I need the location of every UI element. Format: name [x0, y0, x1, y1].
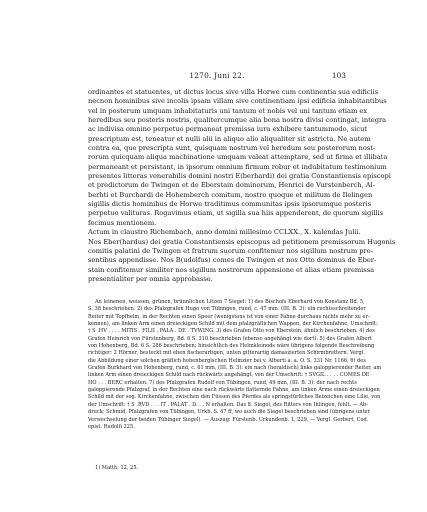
- charter-text: [88, 88, 396, 284]
- note-line: Verwechselung der beiden Tübinger Siegel). — Auszug: Fürstenb. Urkundenb. 1, 229. — Vergl. Gerbert, Cod.: [88, 416, 369, 423]
- note-line: Grafen Burkhard von Hohenberg, rund, c. 61 mm, (III. B. 3): ein nach (heraldisch) links galoppierender Reiter, am: [88, 365, 382, 372]
- charter-line: Actum in claustro Richembach, anno domini millesimo CCLXX., X. kalendas Julii.: [88, 228, 361, 237]
- charter-line: fecimus mentionem.: [88, 218, 157, 227]
- charter-line: heredibus seu posteris nostris, qualitercumque alia bona nostra divisi contingat, integra: [88, 116, 387, 125]
- note-line: epist. Rudolfi 225.: [88, 423, 135, 430]
- note-line: An leinenen, weissen, grünen, brünnlichen Litzen 7 Siegel: 1) des Bischofs Eberhard von Konstanz Bd. 5,: [95, 299, 365, 305]
- charter-line: sentibus appendisse. Nos B(udolfus) comes de Twingen et nos Otto dominus de Eber-: [88, 256, 377, 265]
- note-line: richtiger: 2 Hörner, besteckt mit eben fischerartigen, unten gitterartig damaszierten Schirmbrettern. Vergl.: [88, 350, 365, 357]
- charter-line: rorum quicquam aliqua machinatione umquam valeat attemptare, sed ut firma et illibata: [88, 153, 388, 162]
- charter-line: ac indivisa omnino perpetuo permaneat premissa iura exhibere tantummodo, sicut: [88, 125, 368, 134]
- note-line: galoppierende Pfalzgraf, in der Rechten eine nach rückwärts flatternde Fahne, am linken Arme einen dreieckigen: [88, 387, 380, 394]
- charter-line: perpetuo valituras. Rogavimus etiam, ut sigilla sua hiis appenderent, de quorum sigillis: [88, 209, 384, 218]
- note-line: HO . . . BERC erhalten. 7) des Pfalzgrafen Rudolf von Tübingen, rund, 49 mm, (III. B. 3): der nach rechts: [88, 379, 357, 386]
- seal-notes: [88, 299, 382, 431]
- note-line: druck: Schmid, Pfalzgrafen von Tübingen, Urkb. S. 47 ff, wo auch die Siegel beschrieben sind (übrigens unter: [88, 409, 370, 416]
- charter-line: sigillis dictis hominibus de Horwe traditimus communitas ipsis ipsorumque posteris: [88, 200, 372, 209]
- charter-line: berhti et Burchardi de Hohemberch comitum, nostro quoque et militum de Ilelingen: [88, 190, 373, 199]
- charter-line: presentialiter per omnia approbasse.: [88, 274, 213, 283]
- note-line: die Abbildung einer solchen gräflich hohenbergischen Helmzier bei v. Alberti a. a. O. S. 331 Nr. 1166. 6) des: [88, 357, 366, 364]
- charter-line: comitis palatini de Twingen et fratrum suorum confitemur nos sigillum nostrum pre-: [88, 246, 373, 255]
- charter-line: ordinantes et statuentes, ut dictus locus sive villa Horwe cum continentia sua edificiis: [88, 88, 379, 96]
- charter-line: Nos Eber(hardus) dei gratia Constantiensis episcopus ad petitionem premissorum Hugonis: [88, 237, 396, 246]
- charter-line: vel in posterum umquam inhabitaturis uni tantum et nobis vel uni tantum etiam ex: [88, 106, 368, 115]
- page-header: [88, 70, 346, 82]
- note-line: Grafen Heinrich von Fürstenberg, Bd. 6 S. 310 beschrieben (ebenso angehängt wie dort). 5) des Grafen Albert: [88, 335, 372, 342]
- charter-line: permaneant et persistant, in ipsorum omnium firmum robur et indubitatum testimonium: [88, 162, 387, 171]
- note-line: S. 38 beschrieben. 2) des Pfalzgrafen Hugo von Tübingen, rund, c. 47 mm. (III. B. 3): ein rechtsschreitender: [88, 306, 366, 313]
- note-line: von Hohenberg, Bd. 6 S. 286 beschrieben; hinsichtlich des Helmkleinods wäre übrigens folgende Beschreibung: [88, 343, 375, 350]
- charter-line: prescriptum est, teneatur et nulli alii in aliquo alio aliqualiter sit astricta. Ne autem: [88, 134, 371, 143]
- note-line: Schild mit der sog. Kirchenfahne, zwischen den Füssen des Pferdes als springstürliches Beizeichen eine Lilie, von: [88, 394, 381, 401]
- note-line: † S .HV . . . . MITIS . FILII . PALA . DE . TVWING. 3) des Grafen Otto von Eberstein, ähnlich beschrieben. 4) des: [88, 328, 375, 335]
- footnote: 1) Matth. 12, 25.: [95, 465, 139, 471]
- note-line: kennen), am linken Arm einen dreieckigen Schild mit dem pfalzgräflichen Wappen, der Kirchenfahne, Umschrift:: [88, 321, 378, 328]
- header-date: 1270. Juni 22.: [189, 71, 245, 80]
- charter-line: et predictorum de Twingen et de Eberstain dominorum, Henrici de Vurstenberch, Al-: [88, 181, 375, 190]
- note-line: Reiter mit Topfhelm, in der Rechten einen Speer (wenigstens ist von einer Fahne durchaus nichts mehr zu er-: [88, 313, 370, 320]
- charter-line: necnon hominibus sive incolis ipsam villam sive continentiam ipsi edificia inhabitantibus: [88, 97, 387, 106]
- charter-line: contra ea, que prescripta sunt, quisquam nostrum vel heredum seu posterorum nost-: [88, 144, 376, 153]
- note-line: der Umschrift: † S .RVD . . . IT . PALAT . D. . . N erhalten. Das 8. Siegel, des Ritters von Ihlingen, fehlt. — Ab-: [88, 401, 368, 408]
- page-number: 103: [331, 71, 346, 80]
- charter-line: presentes litteras venerabilis domini nostri E(berhardi) dei gratia Constantiensis episcopi: [88, 172, 391, 181]
- charter-line: stain confitemur similiter nos sigillum nostrorum appensione et alias etiam premissa: [88, 265, 375, 274]
- note-line: linken Arm einen dreieckigen Schild nach rückwärts angehängt, von der Umschrift: † SVGIL . . . . COMES DE: [88, 372, 370, 379]
